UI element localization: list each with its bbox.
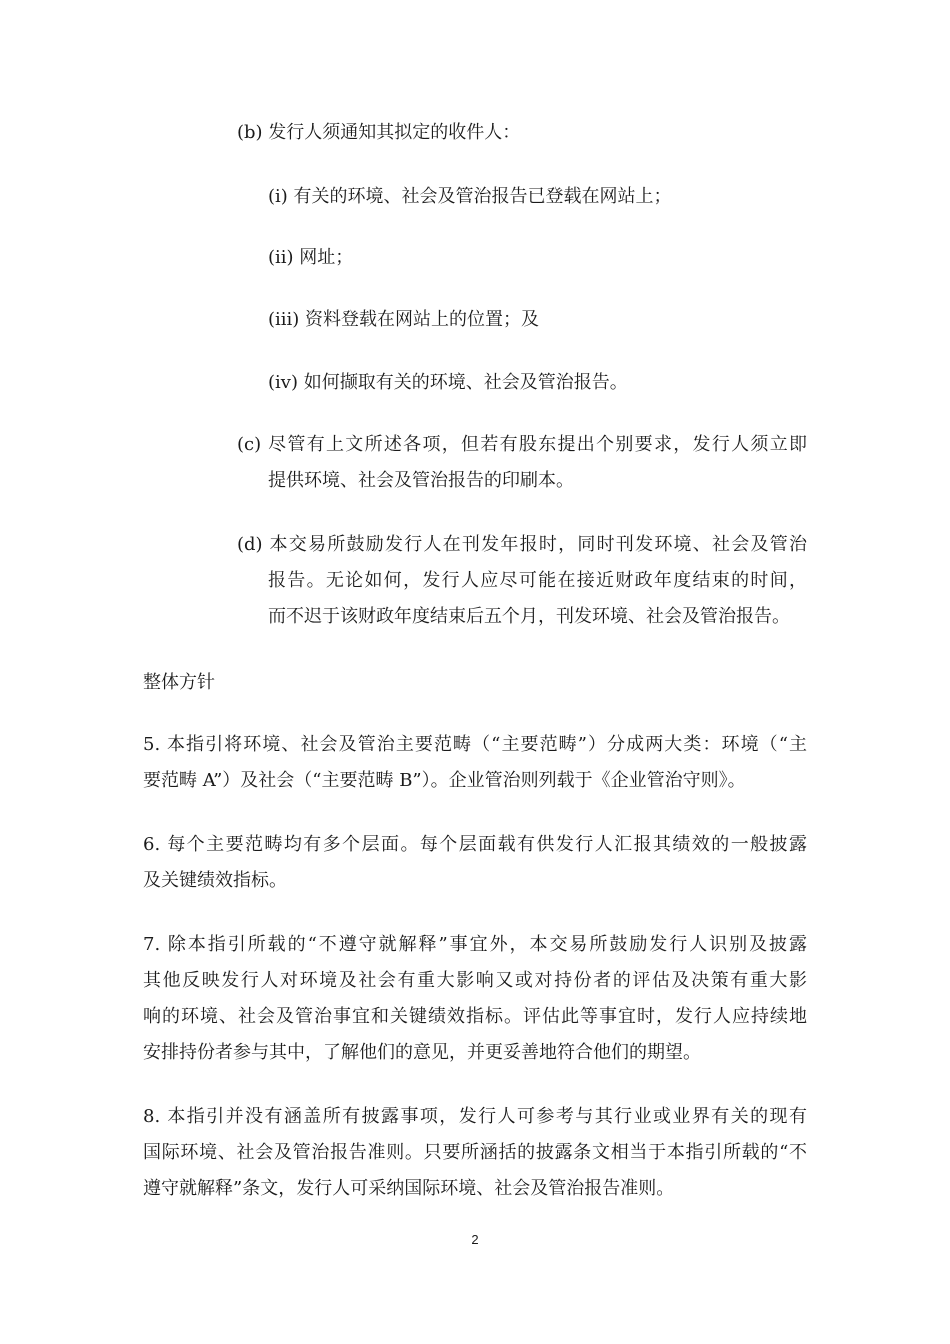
item-c-line-1: (c) 尽管有上文所述各项，但若有股东提出个别要求，发行人须立即 (237, 434, 807, 455)
paragraph-8-line-3: 遵守就解释”条文，发行人可采纳国际环境、社会及管治报告准则。 (143, 1178, 675, 1199)
paragraph-8-line-2: 国际环境、社会及管治报告准则。只要所涵括的披露条文相当于本指引所载的“不 (143, 1142, 807, 1163)
paragraph-8-line-1: 8. 本指引并没有涵盖所有披露事项，发行人可参考与其行业或业界有关的现有 (143, 1106, 807, 1127)
paragraph-5-line-2: 要范畴 A”）及社会（“主要范畴 B”）。企业管治则列载于《企业管治守则》。 (143, 770, 746, 791)
section-heading: 整体方针 (143, 672, 215, 693)
item-d-line-1: (d) 本交易所鼓励发行人在刊发年报时，同时刊发环境、社会及管治 (237, 534, 807, 555)
item-c-line-2: 提供环境、社会及管治报告的印刷本。 (268, 470, 574, 491)
sub-item-ii: (ii) 网址； (268, 247, 354, 268)
item-b-text: (b) 发行人须通知其拟定的收件人： (237, 122, 521, 143)
page-number: 2 (471, 1232, 479, 1247)
paragraph-5-line-1: 5. 本指引将环境、社会及管治主要范畴（“主要范畴”）分成两大类：环境（“主 (143, 734, 807, 755)
paragraph-7-line-2: 其他反映发行人对环境及社会有重大影响又或对持份者的评估及决策有重大影 (143, 970, 807, 991)
sub-item-iv: (iv) 如何撷取有关的环境、社会及管治报告。 (268, 372, 628, 393)
sub-item-i: (i) 有关的环境、社会及管治报告已登载在网站上； (268, 186, 672, 207)
paragraph-6-line-1: 6. 每个主要范畴均有多个层面。每个层面载有供发行人汇报其绩效的一般披露 (143, 834, 807, 855)
item-d-line-3: 而不迟于该财政年度结束后五个月，刊发环境、社会及管治报告。 (268, 606, 790, 627)
paragraph-7-line-1: 7. 除本指引所载的“不遵守就解释”事宜外，本交易所鼓励发行人识别及披露 (143, 934, 807, 955)
paragraph-6-line-2: 及关键绩效指标。 (143, 870, 287, 891)
paragraph-7-line-3: 响的环境、社会及管治事宜和关键绩效指标。评估此等事宜时，发行人应持续地 (143, 1006, 807, 1027)
paragraph-7-line-4: 安排持份者参与其中，了解他们的意见，并更妥善地符合他们的期望。 (143, 1042, 701, 1063)
sub-item-iii: (iii) 资料登载在网站上的位置；及 (268, 309, 540, 330)
item-d-line-2: 报告。无论如何，发行人应尽可能在接近财政年度结束的时间， (268, 570, 807, 591)
